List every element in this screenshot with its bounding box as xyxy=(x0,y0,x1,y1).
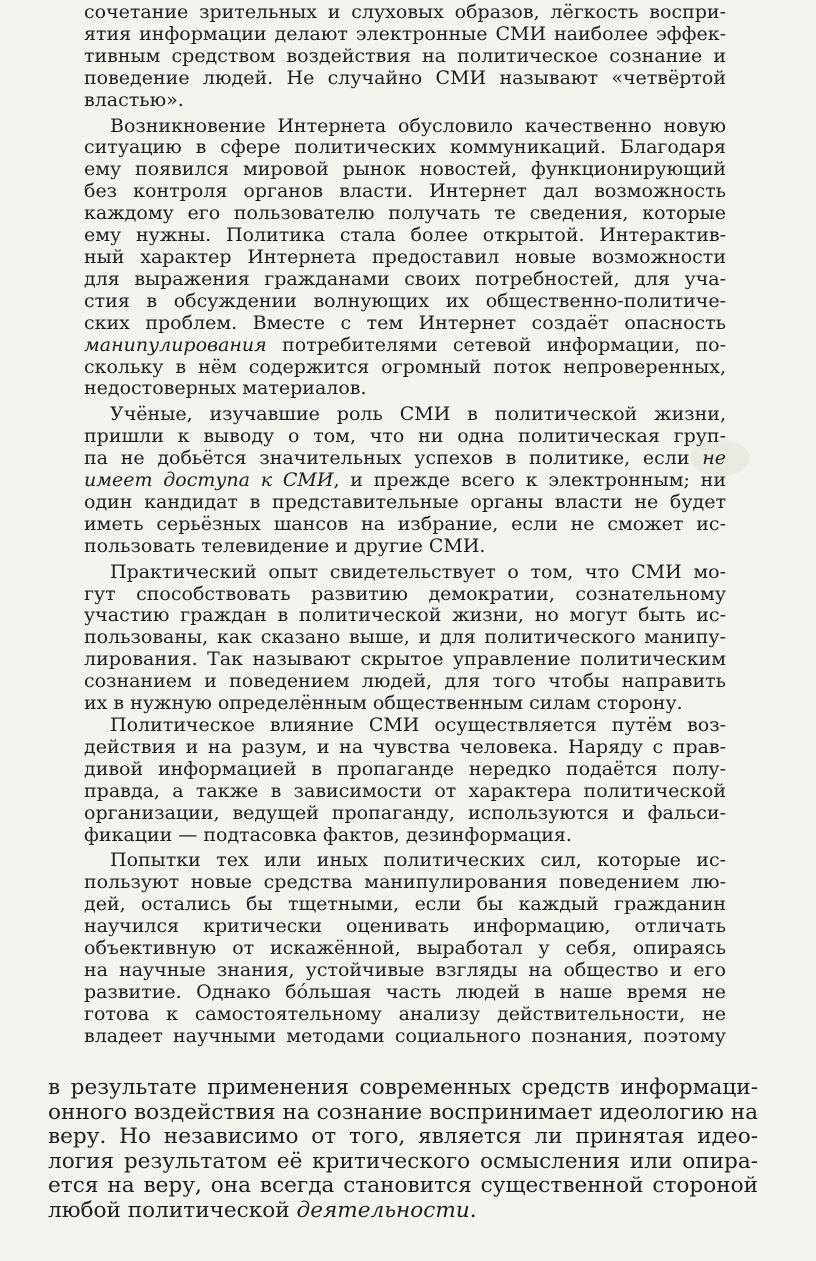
text-line: властью». xyxy=(84,88,184,111)
text-line: иметь серьёзных шансов на избрание, если не сможет ис- xyxy=(84,512,726,535)
lower-text-column xyxy=(48,1076,758,1224)
text-line-manipulation xyxy=(84,335,726,357)
paragraph-5 xyxy=(84,715,726,846)
text-line: правда, а также в зависимости от характера политической xyxy=(84,779,726,802)
paragraph-4 xyxy=(84,562,726,715)
text-line: объективную от искажённой, выработал у себя, опираясь xyxy=(84,937,726,960)
text-line: сознанием и поведением людей, для того чтобы направить xyxy=(84,670,726,693)
text-line: научился критически оценивать информацию, отличать xyxy=(84,915,726,938)
italic-term: манипулирования xyxy=(84,333,267,356)
paragraph-3 xyxy=(84,404,726,557)
text-line: пользовать телевидение и другие СМИ. xyxy=(84,534,486,557)
text-line-activity xyxy=(48,1199,758,1224)
text-line: ятия информации делают электронные СМИ наиболее эффек- xyxy=(84,22,726,45)
text-line: Учёные, изучавшие роль СМИ в политической жизни, xyxy=(110,403,726,426)
paragraph-6 xyxy=(84,850,726,1047)
text-line: Попытки тех или иных политических сил, которые ис- xyxy=(110,849,726,872)
text-line: участию граждан в политической жизни, но могут быть ис- xyxy=(84,604,726,627)
italic-term: деятельности xyxy=(296,1197,470,1223)
text-line: ситуацию в сфере политических коммуникаций. Благодаря xyxy=(84,136,726,159)
text-line: недостоверных материалов. xyxy=(84,377,367,400)
text-line: развитие. Однако бо́льшая часть людей в наше время не xyxy=(84,980,726,1003)
italic-term: не xyxy=(702,447,726,470)
text-line-pa xyxy=(84,448,726,470)
text-line: логия результатом её критического осмысления или опира- xyxy=(48,1148,758,1174)
text-line: поведение людей. Не случайно СМИ называют «четвёртой xyxy=(84,66,726,89)
text-line: пользуют новые средства манипулирования поведением лю- xyxy=(84,871,726,894)
text-line: ему появился мировой рынок новостей, функционирующий xyxy=(84,158,726,181)
text-fragment: . xyxy=(469,1197,477,1223)
text-fragment: , и прежде всего к электронным; ни xyxy=(333,469,726,492)
paragraph-2 xyxy=(84,116,726,401)
text-line: пришли к выводу о том, что ни одна политическая груп- xyxy=(84,425,726,448)
text-line: пользованы, как сказано выше, и для политического манипу- xyxy=(84,626,726,649)
text-line: ских проблем. Вместе с тем Интернет создаёт опасность xyxy=(84,311,726,334)
text-line: лирования. Так называют скрытое управление политическим xyxy=(84,648,726,671)
text-line: ется на веру, она всегда становится существенной стороной xyxy=(48,1173,758,1199)
italic-term: имеет доступа к СМИ xyxy=(84,469,334,492)
text-line: дей, остались бы тщетными, если бы каждый гражданин xyxy=(84,893,726,916)
text-fragment: па не добьётся значительных успехов в политике, если xyxy=(84,447,703,470)
text-fragment: потребителями сетевой информации, по- xyxy=(266,333,726,356)
text-line: онного воздействия на сознание воспринимает идеологию на xyxy=(48,1099,758,1125)
text-line: каждому его пользователю получать те сведения, которые xyxy=(84,202,726,225)
text-line: стия в обсуждении волнующих их общественно-политиче- xyxy=(84,289,726,312)
paragraph-1 xyxy=(84,2,726,112)
text-line: фикации — подтасовка фактов, дезинформация. xyxy=(84,823,572,846)
text-line: их в нужную определённым общественным силам сторону. xyxy=(84,692,683,715)
text-line: для выражения гражданами своих потребностей, для уча- xyxy=(84,267,726,290)
text-fragment: любой политической xyxy=(48,1197,297,1223)
text-line: веру. Но независимо от того, является ли принятая идео- xyxy=(48,1124,758,1150)
text-line: ему нужны. Политика стала более открытой. Интерактив- xyxy=(84,224,726,247)
text-line: на научные знания, устойчивые взгляды на общество и его xyxy=(84,958,726,981)
text-line: гут способствовать развитию демократии, сознательному xyxy=(84,582,726,605)
text-line: готова к самостоятельному анализу действительности, не xyxy=(84,1002,726,1025)
text-line: Возникновение Интернета обусловило качественно новую xyxy=(110,114,726,137)
text-line: организации, ведущей пропаганду, используются и фальси- xyxy=(84,801,726,824)
text-line: без контроля органов власти. Интернет дал возможность xyxy=(84,180,726,203)
text-line: Политическое влияние СМИ осуществляется путём воз- xyxy=(110,714,726,736)
text-line: в результате применения современных средств информаци- xyxy=(48,1075,758,1100)
text-line: один кандидат в представительные органы власти не будет xyxy=(84,490,726,513)
text-line: дивой информацией в пропаганде нередко подаётся полу- xyxy=(84,757,726,780)
text-line: скольку в нём содержится огромный поток непроверенных, xyxy=(84,355,726,378)
upper-text-column xyxy=(84,2,726,1048)
text-line: действия и на разум, и на чувства человека. Наряду с прав- xyxy=(84,735,726,758)
text-line: сочетание зрительных и слуховых образов, лёгкость воспри- xyxy=(84,1,726,23)
text-line: ный характер Интернета предоставил новые возможности xyxy=(84,245,726,268)
text-line-access xyxy=(84,470,726,492)
text-line: владеет научными методами социального познания, поэтому xyxy=(84,1024,726,1047)
text-line: тивным средством воздействия на политическое сознание и xyxy=(84,44,726,67)
text-line: Практический опыт свидетельствует о том, что СМИ мо- xyxy=(110,560,726,583)
